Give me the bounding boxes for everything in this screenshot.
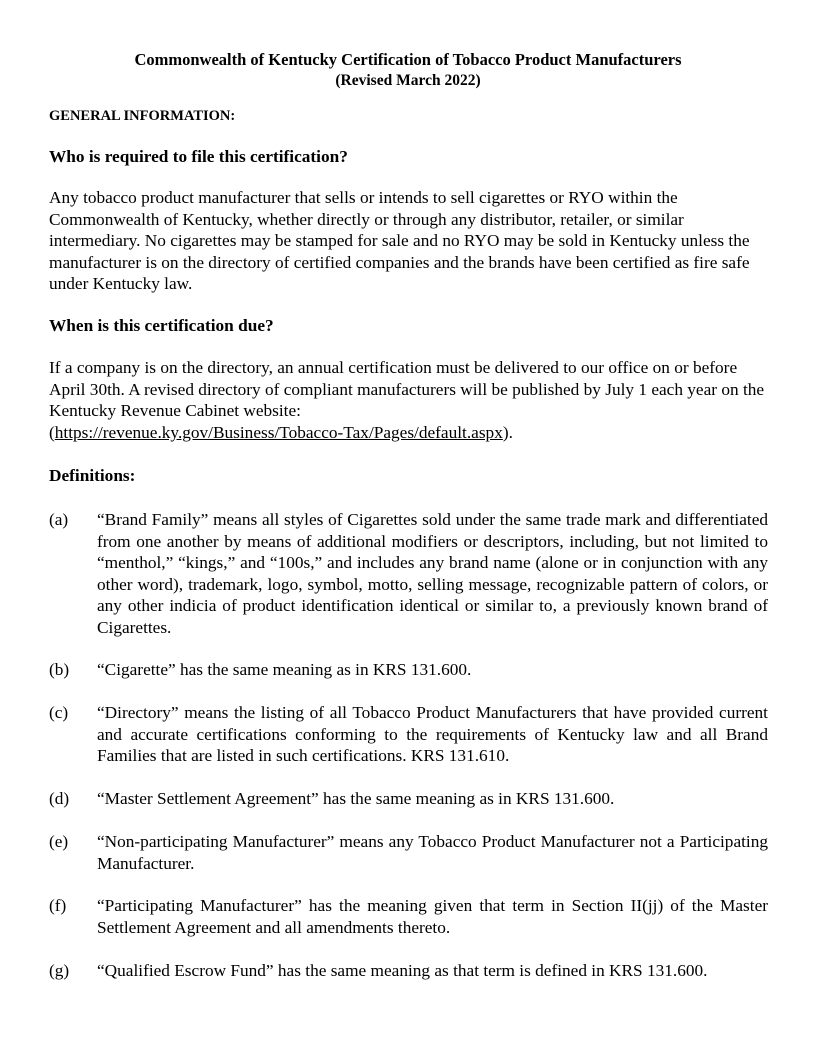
document-title: Commonwealth of Kentucky Certification of Tobacco Product Manufacturers (134, 50, 682, 69)
definition-label: (b) (49, 660, 70, 679)
when-body (49, 357, 768, 443)
definition-b (49, 659, 768, 681)
who-body: Any tobacco product manufacturer that sells or intends to sell cigarettes or RYO within the Commonwealth of Kentucky, whether directly or through any distributor, retailer, or similar intermediary. No cigarettes may be stamped for sale and no RYO may be sold in Kentucky unless the manufacturer is on the directory of certified companies and the brands have been certified as fire safe under Kentucky law. (49, 188, 750, 294)
definition-label: (a) (49, 510, 69, 529)
definitions-heading: Definitions: (49, 466, 136, 485)
revenue-website-link[interactable]: https://revenue.ky.gov/Business/Tobacco-Tax/Pages/default.aspx (54, 422, 503, 442)
paren-open: ( (49, 422, 55, 442)
definition-f (49, 895, 768, 938)
definition-e (49, 831, 768, 874)
definition-text: “Directory” means the listing of all Tobacco Product Manufacturers that have provided current and accurate certifications conforming to the requirements of Kentucky law and all Brand Families that are listed in such certifications. KRS 131.610. (97, 703, 768, 766)
definition-text: “Non-participating Manufacturer” means any Tobacco Product Manufacturer not a Participating Manufacturer. (97, 832, 768, 873)
definition-c (49, 702, 768, 767)
definition-g (49, 960, 768, 982)
who-heading: Who is required to file this certification? (49, 147, 348, 166)
definition-text: “Qualified Escrow Fund” has the same meaning as that term is defined in KRS 131.600. (97, 961, 708, 980)
definition-text: “Master Settlement Agreement” has the same meaning as in KRS 131.600. (97, 789, 615, 808)
when-heading: When is this certification due? (49, 316, 274, 335)
definition-label: (c) (49, 703, 69, 722)
paren-close: ). (502, 422, 513, 442)
definition-a (49, 509, 768, 639)
definition-text: “Brand Family” means all styles of Cigarettes sold under the same trade mark and differentiated from one another by means of additional modifiers or descriptors, including, but not limited to “menthol,” “kings,” and “100s,” and includes any brand name (alone or in conjunction with any other word), trademark, logo, symbol, motto, selling message, recognizable pattern of colors, or any other indicia of product identification identical or similar to, a previously known brand of Cigarettes. (97, 510, 768, 637)
definition-text: “Participating Manufacturer” has the meaning given that term in Section II(jj) of the Master Settlement Agreement and all amendments thereto. (97, 896, 768, 937)
definition-label: (d) (49, 789, 70, 808)
definition-label: (e) (49, 832, 69, 851)
definition-text: “Cigarette” has the same meaning as in KRS 131.600. (97, 660, 472, 679)
definition-label: (g) (49, 961, 70, 980)
when-body-text: If a company is on the directory, an annual certification must be delivered to our office on or before April 30th. A revised directory of compliant manufacturers will be published by July 1 each year on the Kentucky Revenue Cabinet website: (49, 358, 765, 421)
document-subtitle: (Revised March 2022) (335, 72, 481, 89)
definition-d (49, 788, 768, 810)
definition-label: (f) (49, 896, 67, 915)
general-info-heading: GENERAL INFORMATION: (49, 108, 236, 124)
